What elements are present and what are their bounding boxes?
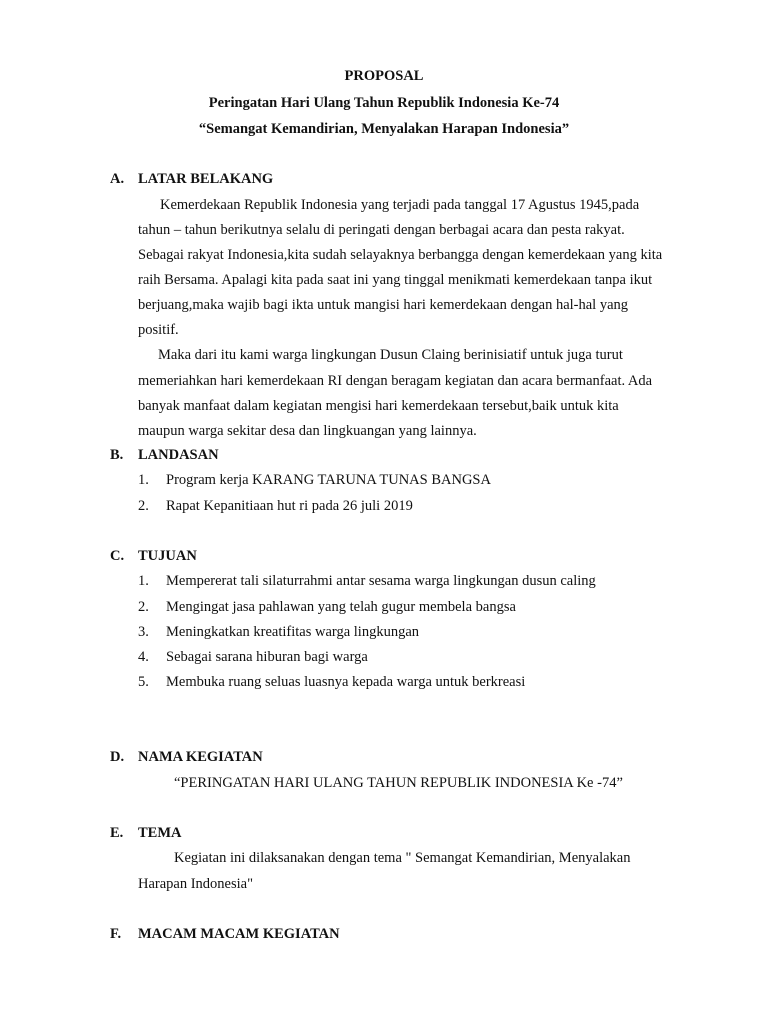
section-letter: E.	[110, 825, 124, 841]
list-text: Sebagai sarana hiburan bagi warga	[166, 649, 368, 665]
list-text: Membuka ruang seluas luasnya kepada warga untuk berkreasi	[166, 674, 526, 690]
list-number: 4.	[138, 649, 149, 665]
list-number: 5.	[138, 674, 149, 690]
list-number: 1.	[138, 573, 149, 589]
paragraph-line: Kegiatan ini dilaksanakan dengan tema " Semangat Kemandirian, Menyalakan	[174, 850, 631, 866]
doc-theme-title: “Semangat Kemandirian, Menyalakan Harapan Indonesia”	[198, 121, 570, 137]
list-text: Mempererat tali silaturrahmi antar sesama warga lingkungan dusun caling	[166, 573, 596, 589]
list-number: 1.	[138, 472, 149, 488]
section-heading: TUJUAN	[138, 548, 197, 564]
list-number: 2.	[138, 599, 149, 615]
list-number: 3.	[138, 624, 149, 640]
section-letter: A.	[110, 171, 125, 187]
paragraph-line: raih Bersama. Apalagi kita pada saat ini yang tinggal menikmati kemerdekaan tanpa ikut	[138, 272, 653, 288]
paragraph-line: tahun – tahun berikutnya selalu di peringati dengan berbagai acara dan pesta rakyat.	[138, 222, 625, 238]
paragraph-line: Maka dari itu kami warga lingkungan Dusun Claing berinisiatif untuk juga turut	[158, 347, 623, 363]
section-heading: NAMA KEGIATAN	[138, 749, 263, 765]
paragraph-line: berjuang,maka wajib bagi ikta untuk mangisi hari kemerdekaan dengan hal-hal yang	[138, 297, 629, 313]
section-letter: C.	[110, 548, 125, 564]
section-heading: LATAR BELAKANG	[138, 171, 274, 187]
paragraph-line: memeriahkan hari kemerdekaan RI dengan beragam kegiatan dan acara bermanfaat. Ada	[138, 373, 653, 389]
list-number: 2.	[138, 498, 149, 514]
list-text: Program kerja KARANG TARUNA TUNAS BANGSA	[166, 472, 491, 488]
paragraph-line: Kemerdekaan Republik Indonesia yang terjadi pada tanggal 17 Agustus 1945,pada	[160, 197, 640, 213]
section-letter: F.	[110, 926, 122, 942]
list-text: Rapat Kepanitiaan hut ri pada 26 juli 2019	[166, 498, 413, 514]
section-heading: TEMA	[138, 825, 182, 841]
list-text: Mengingat jasa pahlawan yang telah gugur membela bangsa	[166, 599, 516, 615]
paragraph-line: maupun warga sekitar desa dan lingkuangan yang lainnya.	[138, 423, 477, 439]
section-heading: MACAM MACAM KEGIATAN	[138, 926, 340, 942]
paragraph-line: Sebagai rakyat Indonesia,kita sudah selayaknya berbangga dengan kemerdekaan yang kita	[138, 247, 663, 263]
doc-title: PROPOSAL	[344, 68, 424, 84]
list-text: Meningkatkan kreatifitas warga lingkungan	[166, 624, 420, 640]
paragraph-line: banyak manfaat dalam kegiatan mengisi hari kemerdekaan tersebut,baik untuk kita	[138, 398, 619, 414]
section-letter: B.	[110, 447, 124, 463]
section-letter: D.	[110, 749, 125, 765]
doc-subtitle: Peringatan Hari Ulang Tahun Republik Indonesia Ke-74	[208, 95, 560, 111]
paragraph-line: Harapan Indonesia"	[138, 876, 254, 892]
paragraph-line: positif.	[138, 322, 179, 338]
event-name: “PERINGATAN HARI ULANG TAHUN REPUBLIK INDONESIA Ke -74”	[174, 775, 623, 791]
section-heading: LANDASAN	[138, 447, 219, 463]
